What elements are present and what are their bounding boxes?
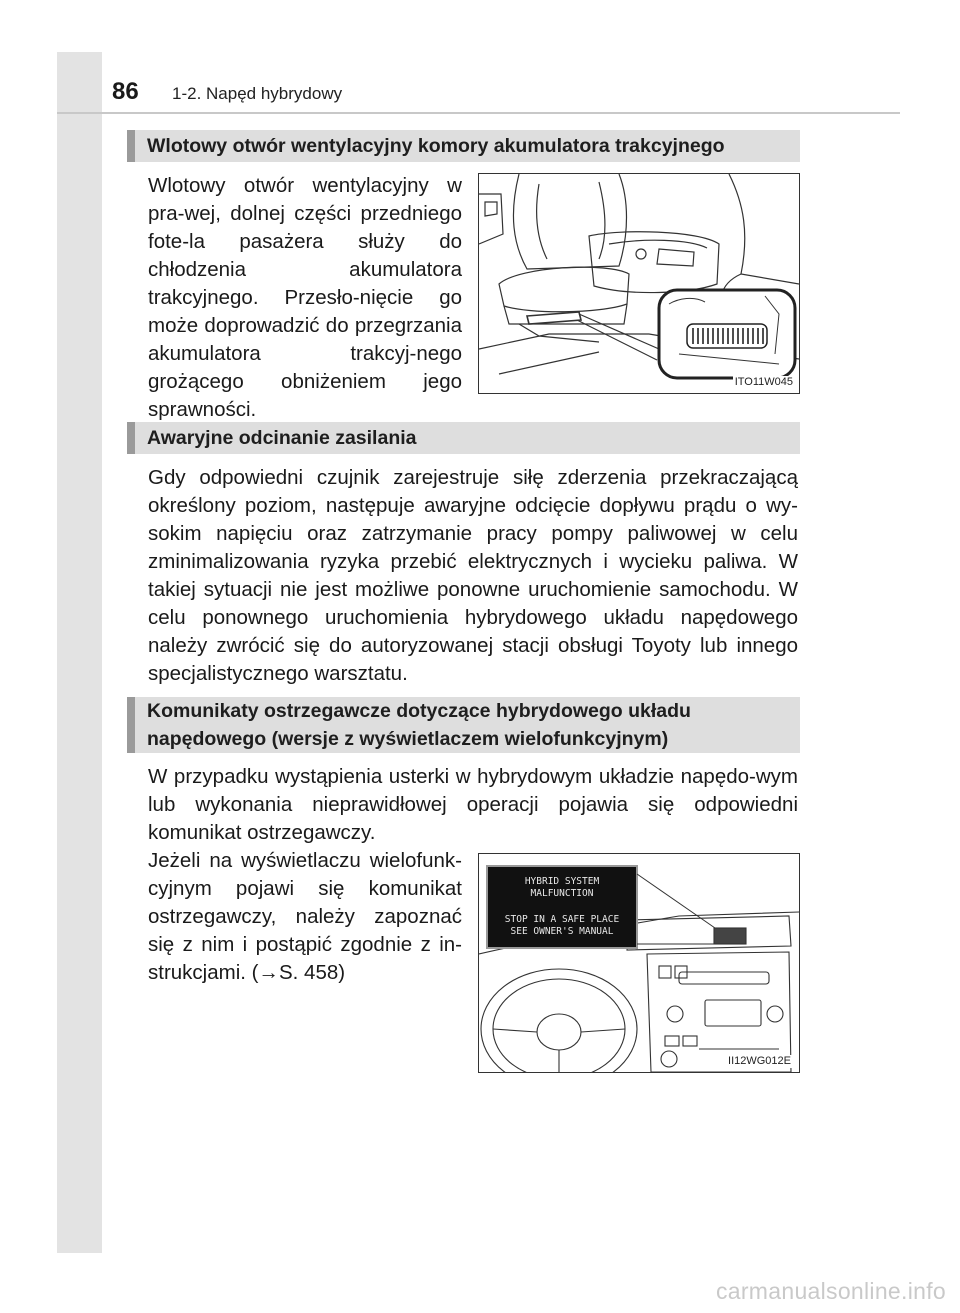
display-message-line4: SEE OWNER'S MANUAL [510,926,614,937]
warning-instructions-paragraph: Jeżeli na wyświetlaczu wielofunk-cyjnym pojawi się komunikat ostrzegawczy, należy zapoznać się z nim i postąpić zgodnie z in-strukcjami. (→S. 458) [148,849,462,984]
vent-location-illustration [478,173,800,394]
warning-messages-paragraph: W przypadku wystąpienia usterki w hybrydowym układzie napędo-wym lub wykonania nieprawidłowej operacji pojawia się odpowiedni komunikat ostrzegawczy. [148,765,798,844]
emergency-shutoff-paragraph: Gdy odpowiedni czujnik zarejestruje siłę zderzenia przekraczającą określony poziom, następuje awaryjne odcięcie dopływu prądu o wy-sokim napięciu oraz zatrzymanie pracy pompy paliwowej w celu zminimalizowania ryzyka przebić elektrycznych i wycieku paliwa. W takiej sytuacji nie jest możliwe ponowne uruchomienie samochodu. W celu ponownego uruchomienia hybrydowego układu napędowego należy zwrócić się do autoryzowanej stacji obsługi Toyoty lub innego specjalistycznego warsztatu. [148,466,798,685]
header-divider [57,112,900,114]
figure-code: II12WG012E [728,1055,791,1067]
watermark: carmanualsonline.info [715,1278,946,1304]
section-heading-emergency-shutoff: Awaryjne odcinanie zasilania [127,422,800,454]
section-heading-warning-messages: Komunikaty ostrzegawcze dotyczące hybrydowego układu napędowego (wersje z wyświetlaczem wielofunkcyjnym) [127,697,800,753]
display-message-line2: MALFUNCTION [530,888,594,899]
figure-code: ITO11W045 [734,376,793,388]
section-heading-vent: Wlotowy otwór wentylacyjny komory akumulatora trakcyjnego [127,130,800,162]
multi-display-illustration [478,853,800,1073]
display-message-line3: STOP IN A SAFE PLACE [504,914,620,925]
page-sidebar-tab [57,52,102,1253]
page-number: 86 [112,78,139,105]
vent-paragraph: Wlotowy otwór wentylacyjny w pra-wej, dolnej części przedniego fote-la pasażera służy do chłodzenia akumulatora trakcyjnego. Przesło-nięcie go może doprowadzić do przegrzania akumulatora trakcyj-nego grożącego obniżeniem jego sprawności. [148,174,462,421]
running-header: 1-2. Napęd hybrydowy [172,84,343,103]
display-message-line1: HYBRID SYSTEM [524,876,600,887]
